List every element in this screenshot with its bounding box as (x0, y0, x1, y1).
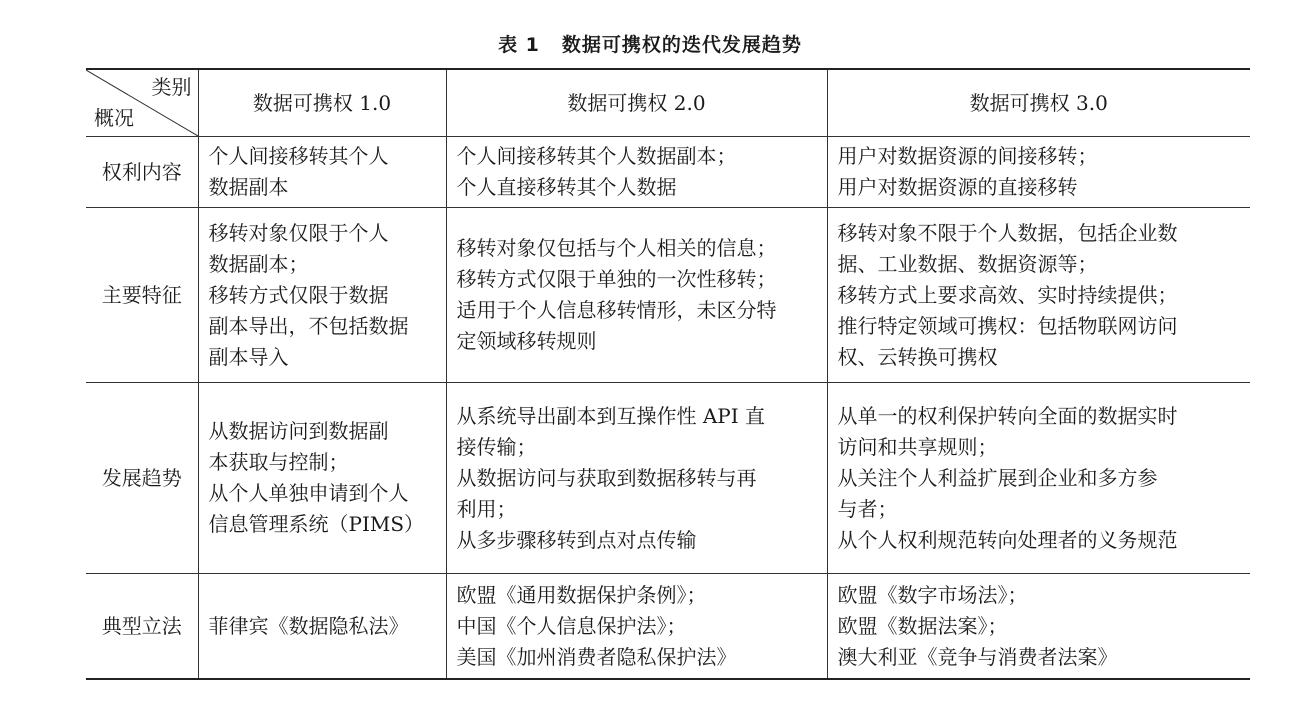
cell-line: 副本导入 (208, 344, 289, 369)
cell-line: 与者； (837, 496, 898, 521)
cell-line: 从个人权利规范转向处理者的义务规范 (837, 527, 1178, 552)
cell-line: 定领域移转规则 (456, 329, 597, 353)
table-cell (198, 574, 446, 680)
data-portability-table (86, 68, 1250, 680)
cell-line: 访问和共享规则； (837, 434, 998, 459)
cell-line: 从数据访问到数据副 (208, 419, 389, 443)
row-label: 主要特征 (86, 208, 198, 383)
diag-label-overview: 概况 (94, 106, 134, 130)
table-cell (446, 383, 827, 574)
cell-line: 澳大利亚《竞争与消费者法案》 (837, 644, 1118, 669)
table-cell (198, 137, 446, 208)
table-row (86, 208, 1250, 383)
table-row (86, 137, 1250, 208)
table-cell (827, 208, 1250, 383)
cell-line: 从多步骤移转到点对点传输 (456, 527, 697, 552)
diagonal-header-cell (86, 69, 198, 137)
cell-line: 适用于个人信息移转情形，未区分特 (456, 298, 777, 322)
cell-line: 移转对象仅包括与个人相关的信息； (456, 236, 777, 260)
cell-line: 个人直接移转其个人数据 (456, 175, 677, 199)
row-label: 典型立法 (86, 574, 198, 680)
cell-line: 从系统导出副本到互操作性 API 直 (456, 403, 766, 428)
cell-line: 用户对数据资源的直接移转 (837, 175, 1078, 199)
header-row (86, 69, 1250, 137)
table-cell (446, 137, 827, 208)
cell-line: 移转对象仅限于个人 (208, 220, 389, 245)
table-cell (446, 574, 827, 680)
table-row (86, 383, 1250, 574)
cell-line: 个人间接移转其个人 (208, 144, 389, 168)
column-header-1: 数据可携权 1.0 (198, 69, 446, 137)
cell-line: 信息管理系统（PIMS） (208, 512, 425, 536)
table-cell (446, 208, 827, 383)
table-cell (198, 208, 446, 383)
column-header-3: 数据可携权 3.0 (827, 69, 1250, 137)
cell-line: 数据副本 (208, 175, 289, 199)
cell-line: 接传输； (456, 434, 537, 459)
row-label: 发展趋势 (86, 383, 198, 574)
cell-line: 欧盟《数据法案》； (837, 613, 1008, 638)
diag-label-category: 类别 (151, 75, 192, 99)
table-cell (827, 137, 1250, 208)
cell-line: 菲律宾《数据隐私法》 (208, 613, 409, 638)
column-header-2: 数据可携权 2.0 (446, 69, 827, 137)
cell-line: 利用； (456, 496, 517, 521)
table-title: 数据可携权的迭代发展趋势 (561, 34, 802, 56)
cell-line: 欧盟《数字市场法》； (837, 582, 1028, 607)
row-label: 权利内容 (86, 137, 198, 208)
table-cell (827, 383, 1250, 574)
cell-line: 推行特定领域可携权：包括物联网访问 (837, 313, 1178, 338)
cell-line: 中国《个人信息保护法》； (456, 613, 687, 638)
table-cell (198, 383, 446, 574)
table-caption (0, 30, 1300, 57)
cell-line: 权、云转换可携权 (837, 344, 998, 369)
cell-line: 从关注个人利益扩展到企业和多方参 (837, 465, 1158, 490)
cell-line: 副本导出，不包括数据 (208, 313, 409, 338)
cell-line: 个人间接移转其个人数据副本； (456, 144, 737, 168)
cell-line: 移转对象不限于个人数据，包括企业数 (837, 220, 1178, 245)
cell-line: 数据副本； (208, 251, 309, 276)
cell-line: 据、工业数据、数据资源等； (837, 251, 1098, 276)
table-row (86, 574, 1250, 680)
cell-line: 从数据访问与获取到数据移转与再 (456, 465, 757, 490)
cell-line: 美国《加州消费者隐私保护法》 (456, 644, 737, 669)
table-cell (827, 574, 1250, 680)
cell-line: 本获取与控制； (208, 450, 349, 474)
cell-line: 移转方式仅限于数据 (208, 282, 389, 307)
cell-line: 用户对数据资源的间接移转； (837, 144, 1098, 168)
cell-line: 移转方式仅限于单独的一次性移转； (456, 267, 777, 291)
cell-line: 欧盟《通用数据保护条例》； (456, 582, 707, 607)
cell-line: 从单一的权利保护转向全面的数据实时 (837, 403, 1178, 428)
cell-line: 移转方式上要求高效、实时持续提供； (837, 282, 1178, 307)
cell-line: 从个人单独申请到个人 (208, 481, 409, 505)
table-number: 表 1 (498, 34, 540, 56)
